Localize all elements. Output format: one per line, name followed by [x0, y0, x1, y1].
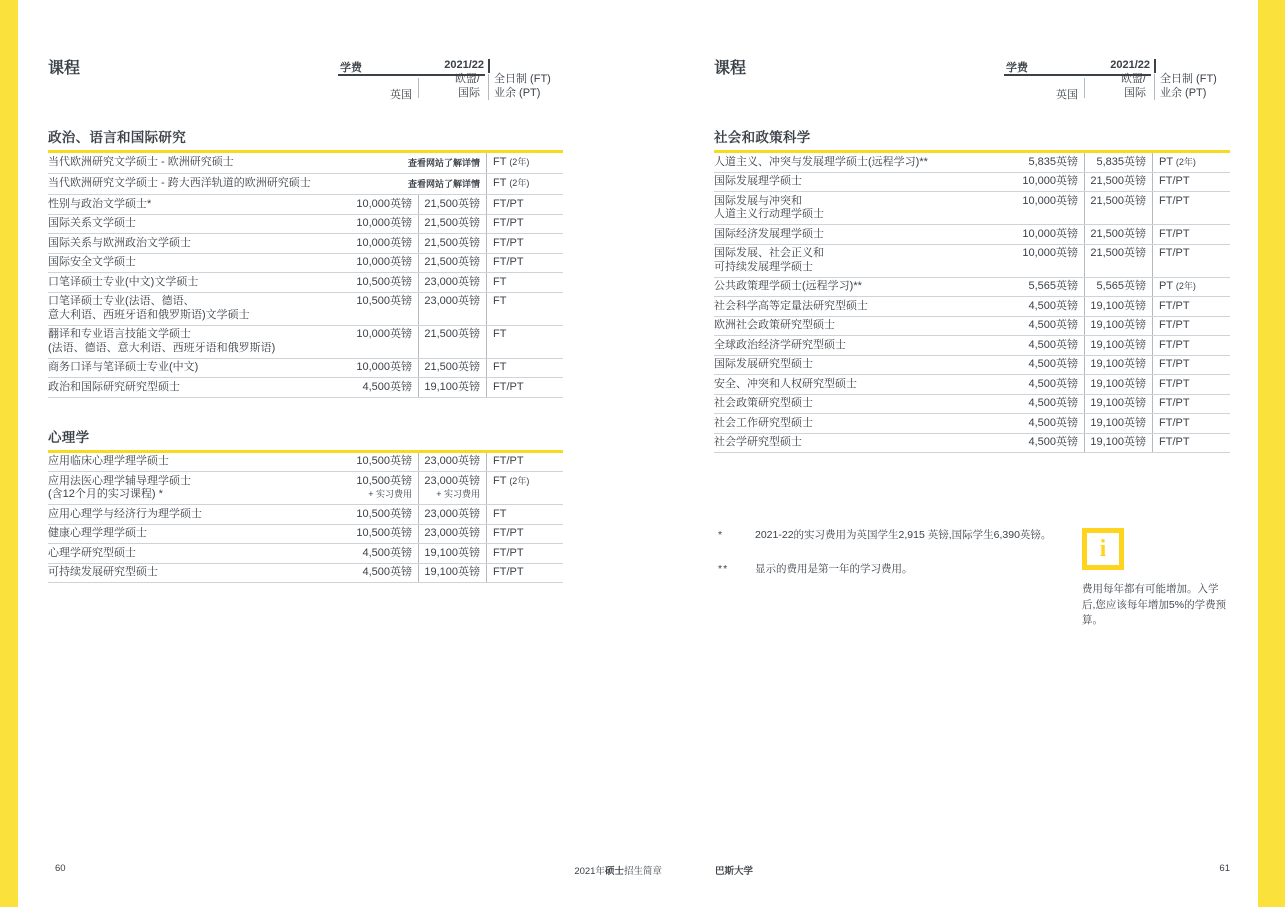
mode: FT: [493, 176, 507, 189]
mode: FT: [486, 293, 563, 325]
uk-fee: 10,500英镑: [356, 275, 412, 288]
mode: FT/PT: [1152, 395, 1230, 414]
course-name: 心理学研究型硕士: [48, 546, 136, 559]
eu-fee-note: + 实习费用: [436, 489, 480, 499]
uk-fee: 5,835英镑: [1028, 155, 1078, 168]
uk-fee: 10,000英镑: [356, 328, 412, 340]
header-divider: [1154, 59, 1156, 73]
course-name: 口笔译硕士专业(中文)文学硕士: [48, 275, 199, 288]
mode: FT/PT: [1152, 173, 1230, 192]
course-name: 当代欧洲研究文学硕士 - 欧洲研究硕士: [48, 155, 234, 168]
table-row: [714, 278, 1230, 298]
eu-fee: 21,500英镑: [418, 326, 486, 358]
eu-fee: 23,000英镑: [418, 525, 486, 544]
info-callout: [1082, 528, 1228, 629]
table-row: [48, 153, 563, 174]
year-label: 2021/22: [1110, 59, 1150, 71]
info-text: 费用每年都有可能增加。入学后,您应该每年增加5%的学费预算。: [1082, 583, 1227, 626]
course-name: 公共政策理学硕士(远程学习)**: [714, 280, 862, 292]
uk-fee: 4,500英镑: [1028, 338, 1078, 351]
section-title: 心理学: [48, 429, 90, 445]
mode: FT/PT: [1152, 225, 1230, 244]
uk-fee: 10,000英镑: [1022, 247, 1078, 259]
eu-fee: 21,500英镑: [1084, 245, 1152, 277]
page-left: [48, 55, 563, 855]
mode: FT/PT: [1152, 192, 1230, 224]
uk-fee: 10,000英镑: [1022, 227, 1078, 240]
page-title: 课程: [714, 60, 747, 77]
uk-fee: 5,565英镑: [1028, 280, 1078, 292]
section-title: 政治、语言和国际研究: [48, 130, 186, 145]
mode: FT: [486, 505, 563, 524]
duration: (2年): [509, 156, 530, 167]
course-name: 欧洲社会政策研究型硕士: [714, 319, 835, 331]
eu-fee: 19,100英镑: [418, 564, 486, 583]
section-social-policy: [714, 126, 1230, 453]
eu-fee: 21,500英镑: [1084, 225, 1152, 244]
uk-fee: 10,500英镑: [356, 455, 412, 467]
uk-fee: 4,500英镑: [362, 546, 412, 559]
eu-fee: 21,500英镑: [418, 234, 486, 253]
table-row: [48, 254, 563, 274]
course-name: 社会科学高等定量法研究型硕士: [714, 299, 868, 312]
footnote: [718, 528, 1063, 543]
uk-fee: 10,000英镑: [356, 217, 412, 229]
mode: FT: [486, 359, 563, 378]
yellow-edge-bar-right: [1258, 0, 1285, 907]
course-name: 社会政策研究型硕士: [714, 397, 813, 409]
duration: (2年): [1175, 156, 1196, 167]
course-name: 应用临床心理学理学硕士: [48, 455, 169, 467]
header-divider: [1154, 74, 1155, 100]
course-name: 应用法医心理学辅导理学硕士: [48, 474, 191, 487]
course-name: 政治和国际研究研究型硕士: [48, 380, 180, 393]
table-row: [48, 174, 563, 195]
publisher-name: 巴斯大学: [715, 866, 754, 877]
course-name: 国际关系文学硕士: [48, 217, 136, 229]
course-name: 国际发展理学硕士: [714, 175, 802, 187]
course-name: 全球政治经济学研究型硕士: [714, 338, 846, 351]
table-row: [714, 245, 1230, 278]
table-row: [48, 564, 563, 584]
uk-fee: 10,000英镑: [356, 256, 412, 268]
course-name: 国际发展、社会正义和: [714, 247, 824, 259]
uk-fee: 4,500英镑: [362, 380, 412, 393]
page-number-left: 60: [55, 863, 66, 874]
mode: FT/PT: [486, 378, 563, 397]
table-row: [48, 525, 563, 545]
eu-fee: 19,100英镑: [1084, 317, 1152, 336]
section-title: 社会和政策科学: [714, 130, 811, 145]
mode: FT/PT: [486, 234, 563, 253]
table-row: [714, 434, 1230, 454]
course-name: 社会学研究型硕士: [714, 436, 802, 448]
table-row: [48, 544, 563, 564]
eu-fee: 19,100英镑: [1084, 297, 1152, 316]
eu-fee: 23,000英镑: [418, 273, 486, 292]
duration: (2年): [1175, 281, 1196, 291]
eu-fee: 19,100英镑: [1084, 414, 1152, 433]
mode: FT/PT: [1152, 375, 1230, 394]
mode: FT/PT: [486, 453, 563, 472]
duration: (2年): [509, 475, 530, 486]
table-header: [48, 55, 563, 105]
course-name: 应用心理学与经济行为理学硕士: [48, 507, 202, 520]
uk-fee-note: + 实习费用: [368, 489, 412, 499]
eu-fee: 19,100英镑: [1084, 375, 1152, 394]
course-name: 国际安全文学硕士: [48, 256, 136, 268]
footnote-marker: **: [718, 563, 729, 575]
course-name: 国际关系与欧洲政治文学硕士: [48, 236, 191, 249]
table-row: [714, 336, 1230, 356]
fee-column-label: 学费: [340, 62, 362, 74]
course-name: 健康心理学理学硕士: [48, 527, 147, 539]
table-row: [48, 453, 563, 473]
footnote-marker: *: [718, 529, 724, 541]
table-row: [48, 293, 563, 326]
table-row: [48, 359, 563, 379]
table-row: [714, 317, 1230, 337]
course-name: 可持续发展研究型硕士: [48, 566, 158, 578]
mode: PT: [1159, 280, 1173, 292]
see-website-note: 查看网站了解详情: [407, 158, 480, 168]
table-row: [48, 326, 563, 359]
mode: FT: [493, 155, 507, 168]
table-row: [48, 472, 563, 505]
table-row: [714, 375, 1230, 395]
eu-fee: 21,500英镑: [418, 359, 486, 378]
mode: FT/PT: [486, 525, 563, 544]
course-name: 社会工作研究型硕士: [714, 416, 813, 429]
mode: FT/PT: [486, 254, 563, 273]
uk-fee: 10,000英镑: [356, 361, 412, 373]
mode: FT/PT: [1152, 317, 1230, 336]
eu-fee: 19,100英镑: [1084, 336, 1152, 355]
fee-column-label: 学费: [1006, 62, 1028, 74]
eu-fee: 19,100英镑: [1084, 434, 1152, 453]
footnote: [718, 562, 1063, 577]
page-right: [714, 55, 1230, 855]
uk-fee: 4,500英镑: [1028, 416, 1078, 429]
eu-fee: 23,000英镑: [418, 293, 486, 325]
mode: FT: [493, 474, 507, 487]
eu-fee: 23,000英镑: [424, 474, 480, 487]
eu-fee: 5,835英镑: [1084, 153, 1152, 172]
table-row: [714, 153, 1230, 173]
uk-fee: 4,500英镑: [1028, 358, 1078, 370]
eu-fee: 19,100英镑: [418, 544, 486, 563]
eu-intl-column-label: 欧盟/ 国际: [454, 73, 480, 99]
mode: FT/PT: [486, 544, 563, 563]
course-name: 翻译和专业语言技能文学硕士: [48, 328, 191, 340]
mode: PT: [1159, 155, 1173, 168]
uk-fee: 10,000英镑: [356, 236, 412, 249]
table-row: [714, 356, 1230, 376]
footnotes: [718, 528, 1063, 596]
uk-fee: 10,000英镑: [1022, 194, 1078, 207]
header-divider: [488, 74, 489, 100]
uk-fee: 4,500英镑: [1028, 377, 1078, 390]
mode-column-label: 全日制 (FT) 业余 (PT): [1160, 73, 1217, 99]
eu-fee: 21,500英镑: [418, 215, 486, 234]
table-row: [714, 297, 1230, 317]
eu-fee: 19,100英镑: [418, 378, 486, 397]
year-label: 2021/22: [444, 59, 484, 71]
uk-fee: 4,500英镑: [1028, 436, 1078, 448]
uk-fee: 10,500英镑: [356, 295, 412, 307]
footnote-text: 2021-22的实习费用为英国学生2,915 英镑,国际学生6,390英镑。: [755, 529, 1052, 541]
table-header: [714, 55, 1230, 105]
uk-fee: 4,500英镑: [1028, 319, 1078, 331]
table-row: [48, 234, 563, 254]
info-icon: i: [1082, 528, 1124, 570]
course-name: 当代欧洲研究文学硕士 - 跨大西洋轨道的欧洲研究硕士: [48, 176, 311, 189]
page-number-right: 61: [1219, 863, 1230, 874]
eu-fee: 21,500英镑: [418, 195, 486, 214]
course-name-line2: 意大利语、西班牙语和俄罗斯语)文学硕士: [48, 308, 250, 321]
eu-fee: 19,100英镑: [1084, 395, 1152, 414]
course-name: 商务口译与笔译硕士专业(中文): [48, 361, 199, 373]
course-name: 国际发展研究型硕士: [714, 358, 813, 370]
course-name: 国际发展与冲突和: [714, 194, 802, 207]
mode: FT: [486, 273, 563, 292]
table-row: [714, 395, 1230, 415]
uk-fee: 10,500英镑: [356, 474, 412, 487]
footnote-text: 显示的费用是第一年的学习费用。: [755, 563, 913, 575]
course-name-line2: (法语、德语、意大利语、西班牙语和俄罗斯语): [48, 341, 276, 354]
section-psychology: [48, 426, 563, 584]
eu-fee: 21,500英镑: [418, 254, 486, 273]
eu-fee: 19,100英镑: [1084, 356, 1152, 375]
eu-fee: 23,000英镑: [418, 453, 486, 472]
uk-fee: 4,500英镑: [1028, 299, 1078, 312]
table-row: [714, 173, 1230, 193]
yellow-edge-bar-left: [0, 0, 18, 907]
course-name: 安全、冲突和人权研究型硕士: [714, 377, 857, 390]
table-row: [714, 414, 1230, 434]
table-row: [48, 195, 563, 215]
header-divider: [488, 59, 490, 73]
mode: FT/PT: [486, 195, 563, 214]
table-row: [48, 273, 563, 293]
eu-fee: 23,000英镑: [418, 505, 486, 524]
eu-fee: 21,500英镑: [1084, 173, 1152, 192]
doc-title: 2021年硕士招生简章: [574, 866, 662, 877]
see-website-note: 查看网站了解详情: [407, 179, 480, 189]
course-name-line2: (含12个月的实习课程) *: [48, 488, 163, 500]
uk-fee: 4,500英镑: [1028, 397, 1078, 409]
mode: FT/PT: [1152, 245, 1230, 277]
uk-fee: 10,000英镑: [1022, 175, 1078, 187]
table-row: [48, 505, 563, 525]
mode: FT/PT: [486, 564, 563, 583]
uk-fee: 10,500英镑: [356, 527, 412, 539]
table-row: [714, 225, 1230, 245]
table-row: [714, 192, 1230, 225]
eu-fee: 5,565英镑: [1084, 278, 1152, 297]
uk-fee: 10,500英镑: [356, 507, 412, 520]
course-name-line2: 人道主义行动理学硕士: [714, 208, 824, 220]
mode: FT/PT: [1152, 336, 1230, 355]
mode: FT/PT: [1152, 434, 1230, 453]
uk-column-label: 英国: [390, 89, 412, 101]
course-name: 人道主义、冲突与发展理学硕士(远程学习)**: [714, 155, 928, 168]
duration: (2年): [509, 177, 530, 188]
table-row: [48, 378, 563, 398]
uk-column-label: 英国: [1056, 89, 1078, 101]
uk-fee: 4,500英镑: [362, 566, 412, 578]
page-title: 课程: [48, 60, 81, 77]
mode: FT/PT: [1152, 356, 1230, 375]
uk-fee: 10,000英镑: [356, 197, 412, 210]
mode: FT/PT: [486, 215, 563, 234]
mode: FT: [486, 326, 563, 358]
table-row: [48, 215, 563, 235]
course-name: 国际经济发展理学硕士: [714, 227, 824, 240]
mode-column-label: 全日制 (FT) 业余 (PT): [494, 73, 551, 99]
course-name: 性别与政治文学硕士*: [48, 197, 152, 210]
mode: FT/PT: [1152, 297, 1230, 316]
eu-fee: 21,500英镑: [1084, 192, 1152, 224]
eu-intl-column-label: 欧盟/ 国际: [1120, 73, 1146, 99]
section-politics-languages: [48, 126, 563, 398]
mode: FT/PT: [1152, 414, 1230, 433]
course-name: 口笔译硕士专业(法语、德语、: [48, 295, 195, 307]
course-name-line2: 可持续发展理学硕士: [714, 260, 813, 273]
